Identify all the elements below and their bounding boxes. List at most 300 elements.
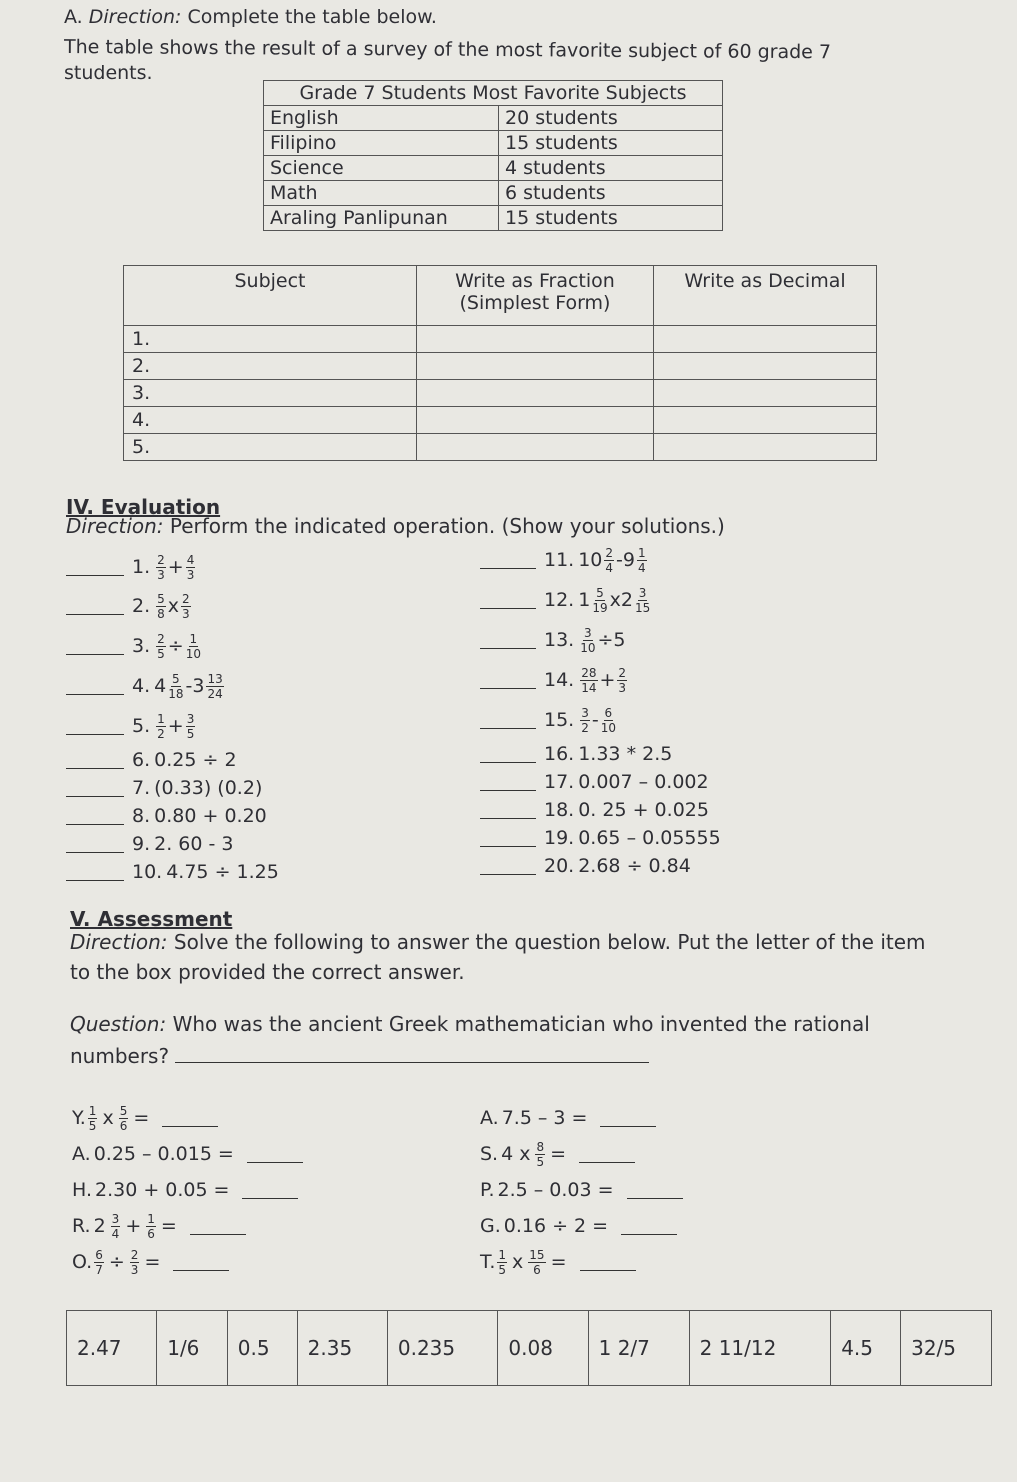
evaluation-item — [480, 580, 880, 620]
question-line2 — [70, 1044, 649, 1068]
expression-token: – — [142, 1143, 152, 1165]
item-number: 15. — [544, 709, 575, 731]
assessment-item — [72, 1208, 432, 1244]
decimal-cell[interactable] — [654, 353, 877, 380]
answer-blank[interactable] — [480, 592, 536, 609]
answer-blank[interactable] — [480, 632, 536, 649]
item-number: 16. — [544, 743, 575, 765]
item-number: 2. — [132, 595, 151, 617]
item-letter: Y. — [72, 1107, 86, 1129]
answer-box[interactable]: 32/5 — [901, 1311, 992, 1386]
answer-blank[interactable] — [190, 1218, 246, 1235]
answer-boxes — [66, 1310, 992, 1386]
answer-blank[interactable] — [627, 1182, 683, 1199]
numerator: 15 — [529, 1247, 545, 1262]
subject-cell: Araling Panlipunan — [264, 206, 499, 231]
evaluation-direction — [66, 514, 725, 538]
expression-token: 3 — [553, 1107, 566, 1129]
fraction — [604, 546, 614, 575]
fraction — [168, 672, 183, 701]
numerator: 3 — [186, 711, 195, 726]
assessment-item — [72, 1244, 432, 1280]
whole-number: 4 — [154, 675, 167, 697]
answer-blank[interactable] — [480, 552, 536, 569]
expression-token: = — [597, 1179, 614, 1201]
expression-token: = — [133, 1107, 150, 1129]
fraction — [94, 1248, 104, 1277]
assessment-item — [480, 1244, 840, 1280]
item-number: 19. — [544, 827, 575, 849]
answer-blank[interactable] — [480, 746, 536, 763]
intro-line-2: students. — [64, 62, 153, 84]
expression-token: = — [160, 1215, 177, 1237]
item-expression: 2. 60 - 3 — [154, 833, 234, 855]
fraction-cell[interactable] — [417, 407, 654, 434]
fraction — [528, 1248, 545, 1277]
assessment-right-column — [480, 1100, 840, 1280]
answer-blank[interactable] — [66, 808, 124, 825]
evaluation-item — [66, 774, 446, 802]
denominator: 5 — [88, 1118, 97, 1133]
item-expression: 0.80 + 0.20 — [154, 805, 267, 827]
question-line1 — [70, 1012, 870, 1036]
operator: ÷ — [597, 629, 614, 651]
item-number: 6. — [132, 749, 151, 771]
numerator: 6 — [604, 705, 613, 720]
header-fraction — [417, 266, 654, 326]
fraction-cell[interactable] — [417, 326, 654, 353]
answer-blank[interactable] — [66, 718, 124, 735]
fraction — [497, 1248, 507, 1277]
item-number: 17. — [544, 771, 575, 793]
item-expression: (0.33) (0.2) — [154, 777, 263, 799]
numerator: 4 — [186, 552, 195, 567]
denominator: 6 — [119, 1118, 128, 1133]
fraction — [592, 586, 607, 615]
fraction — [535, 1140, 545, 1169]
denominator: 8 — [157, 606, 165, 621]
direction-label: Direction: — [66, 514, 164, 538]
numerator: 5 — [172, 671, 180, 686]
intro-line-1: The table shows the result of a survey of the most favorite subject of 60 grade 7 — [63, 36, 832, 64]
answer-blank[interactable] — [66, 598, 124, 615]
denominator: 5 — [157, 646, 165, 661]
assessment-left-column — [72, 1100, 432, 1280]
decimal-cell[interactable] — [654, 380, 877, 407]
item-number: 3. — [132, 635, 151, 657]
fraction — [580, 666, 597, 695]
expression-token: = — [550, 1251, 567, 1273]
section-letter: A. — [64, 6, 83, 28]
item-letter: A. — [480, 1107, 499, 1129]
answer-blank[interactable] — [66, 678, 124, 695]
answer-blank[interactable] — [66, 836, 124, 853]
answer-blank[interactable] — [480, 712, 536, 729]
answer-blank[interactable] — [480, 858, 536, 875]
subject-cell: Filipino — [264, 131, 499, 156]
item-expression: 1.33 * 2.5 — [578, 743, 673, 765]
question-text-2: numbers? — [70, 1044, 170, 1068]
whole-number: 3 — [192, 675, 205, 697]
answer-blank[interactable] — [480, 830, 536, 847]
answer-box[interactable]: 2.35 — [297, 1311, 387, 1386]
table-row — [264, 206, 723, 231]
question-label: Question: — [70, 1012, 167, 1036]
answer-box[interactable]: 2.47 — [67, 1311, 157, 1386]
fraction — [88, 1104, 98, 1133]
item-letter: P. — [480, 1179, 495, 1201]
evaluation-item — [66, 586, 446, 626]
item-letter: O. — [72, 1251, 93, 1273]
answer-blank[interactable] — [480, 774, 536, 791]
fraction-cell[interactable] — [417, 353, 654, 380]
item-letter: A. — [72, 1143, 91, 1165]
item-number: 1. — [132, 556, 151, 578]
answer-blank[interactable] — [66, 780, 124, 797]
evaluation-item — [66, 666, 446, 706]
header-fraction-line1: Write as Fraction — [455, 270, 615, 292]
denominator: 3 — [130, 1262, 139, 1277]
evaluation-item — [66, 548, 446, 586]
count-cell: 20 students — [499, 106, 723, 131]
assessment-item — [72, 1136, 432, 1172]
denominator: 6 — [533, 1262, 541, 1277]
item-expression: 2.68 ÷ 0.84 — [578, 855, 691, 877]
item-number: 11. — [544, 549, 575, 571]
denominator: 4 — [111, 1226, 120, 1241]
table-row — [124, 326, 877, 353]
item-letter: T. — [480, 1251, 496, 1273]
expression-token: + — [125, 1215, 142, 1237]
numerator: 8 — [536, 1139, 545, 1154]
evaluation-item — [480, 700, 880, 740]
direction-text: Solve the following to answer the question below. Put the letter of the item — [173, 930, 926, 954]
item-number: 12. — [544, 589, 575, 611]
expression-token: 7.5 — [501, 1107, 532, 1129]
evaluation-item — [480, 852, 880, 880]
item-expression: 0.65 – 0.05555 — [578, 827, 721, 849]
fraction — [186, 712, 196, 741]
denominator: 5 — [536, 1154, 545, 1169]
expression-token: = — [571, 1107, 588, 1129]
expression-token: 2.30 — [95, 1179, 138, 1201]
count-cell: 15 students — [499, 206, 723, 231]
evaluation-item — [66, 626, 446, 666]
row-number: 5. — [124, 434, 417, 461]
header-decimal: Write as Decimal — [654, 266, 877, 326]
assessment-direction-line2: to the box provided the correct answer. — [70, 960, 465, 984]
header-fraction-line2: (Simplest Form) — [459, 292, 611, 314]
evaluation-left-column — [66, 548, 446, 886]
evaluation-item — [480, 796, 880, 824]
expression-token: ÷ — [552, 1215, 568, 1237]
item-expression: 0.25 ÷ 2 — [154, 749, 237, 771]
answer-blank[interactable] — [247, 1146, 303, 1163]
denominator: 10 — [185, 646, 201, 661]
item-number: 5. — [132, 715, 151, 737]
fraction — [156, 712, 166, 741]
header-subject: Subject — [124, 266, 417, 326]
numerator: 3 — [111, 1211, 120, 1226]
expression-token: = — [217, 1143, 234, 1165]
table-row — [124, 380, 877, 407]
fraction — [601, 706, 616, 735]
evaluation-item — [66, 802, 446, 830]
numerator: 5 — [157, 591, 165, 606]
denominator: 5 — [498, 1262, 507, 1277]
numerator: 3 — [638, 585, 647, 600]
fraction — [206, 672, 223, 701]
item-number: 4. — [132, 675, 151, 697]
count-cell: 15 students — [499, 131, 723, 156]
numerator: 2 — [182, 591, 190, 606]
expression-token: – — [533, 1179, 544, 1201]
denominator: 10 — [580, 640, 596, 655]
numerator: 1 — [638, 545, 646, 560]
expression-token: = — [550, 1143, 567, 1165]
answer-blank[interactable] — [242, 1182, 298, 1199]
row-number: 4. — [124, 407, 417, 434]
item-number: 18. — [544, 799, 575, 821]
expression-token: 2 — [93, 1215, 106, 1237]
survey-table — [263, 80, 723, 231]
fraction — [637, 546, 647, 575]
evaluation-item — [480, 740, 880, 768]
denominator: 4 — [605, 560, 614, 575]
assessment-item — [480, 1100, 840, 1136]
fraction-cell[interactable] — [417, 434, 654, 461]
answer-blank[interactable] — [66, 864, 124, 881]
fraction-cell[interactable] — [417, 380, 654, 407]
evaluation-item — [480, 620, 880, 660]
fraction — [617, 666, 627, 695]
decimal-cell[interactable] — [654, 407, 877, 434]
numerator: 2 — [605, 545, 614, 560]
fraction — [156, 592, 166, 621]
numerator: 1 — [147, 1211, 155, 1226]
denominator: 2 — [581, 720, 589, 735]
direction-text: Perform the indicated operation. (Show your solutions.) — [169, 514, 725, 538]
fraction — [119, 1104, 129, 1133]
denominator: 6 — [147, 1226, 155, 1241]
answer-box[interactable]: 2 11/12 — [689, 1311, 831, 1386]
table-row — [124, 407, 877, 434]
answer-box[interactable]: 4.5 — [831, 1311, 901, 1386]
answer-blank[interactable] — [580, 1254, 636, 1271]
item-number: 14. — [544, 669, 575, 691]
expression-token: = — [592, 1215, 609, 1237]
expression-token: 0.015 — [157, 1143, 212, 1165]
row-number: 1. — [124, 326, 417, 353]
direction-label: Direction: — [88, 6, 182, 28]
fraction — [186, 553, 196, 582]
row-number: 3. — [124, 380, 417, 407]
expression-token: 4 — [501, 1143, 514, 1165]
numerator: 2 — [618, 665, 627, 680]
numerator: 5 — [119, 1103, 128, 1118]
table-row — [264, 106, 723, 131]
numerator: 1 — [88, 1103, 97, 1118]
answer-box[interactable]: 0.235 — [387, 1311, 498, 1386]
fraction — [111, 1212, 121, 1241]
question-answer-line[interactable] — [175, 1046, 649, 1063]
item-number: 7. — [132, 777, 151, 799]
evaluation-right-column — [480, 540, 880, 880]
count-cell: 4 students — [499, 156, 723, 181]
assessment-item — [480, 1136, 840, 1172]
expression-token: – — [537, 1107, 548, 1129]
fraction — [580, 706, 590, 735]
numerator: 1 — [189, 631, 198, 646]
question-text: Who was the ancient Greek mathematician who invented the rational — [172, 1012, 870, 1036]
denominator: 2 — [157, 726, 165, 741]
denominator: 3 — [157, 567, 165, 582]
expression-token: 0.16 — [503, 1215, 547, 1237]
denominator: 14 — [581, 680, 597, 695]
table-row — [264, 181, 723, 206]
assessment-title: V. Assessment — [70, 907, 233, 931]
numerator: 6 — [95, 1247, 103, 1262]
denominator: 4 — [638, 560, 646, 575]
count-cell: 6 students — [499, 181, 723, 206]
whole-number: 1 — [578, 589, 591, 611]
numerator: 1 — [498, 1247, 507, 1262]
fraction — [181, 592, 191, 621]
answer-blank[interactable] — [66, 638, 124, 655]
expression-token: + — [143, 1179, 160, 1201]
evaluation-item — [66, 830, 446, 858]
item-number: 10. — [132, 861, 163, 883]
denominator: 3 — [618, 680, 627, 695]
answer-blank[interactable] — [480, 672, 536, 689]
evaluation-item — [480, 824, 880, 852]
direction-text: Complete the table below. — [187, 6, 437, 28]
assessment-direction-line1 — [70, 930, 926, 954]
expression-token: = — [144, 1251, 161, 1273]
whole-number: 2 — [620, 589, 633, 611]
expression-token: 0.05 — [165, 1179, 208, 1201]
fraction — [635, 586, 650, 615]
item-expression: 0. 25 + 0.025 — [578, 799, 709, 821]
denominator: 18 — [168, 686, 184, 701]
fraction — [130, 1248, 140, 1277]
subject-cell: Science — [264, 156, 499, 181]
answer-blank[interactable] — [173, 1254, 229, 1271]
whole-number: 9 — [622, 549, 635, 571]
item-number: 20. — [544, 855, 575, 877]
evaluation-item — [480, 768, 880, 796]
answer-blank[interactable] — [600, 1110, 656, 1127]
numerator: 13 — [207, 671, 223, 686]
fraction — [580, 626, 595, 655]
fraction — [146, 1212, 156, 1241]
denominator: 24 — [207, 686, 223, 701]
evaluation-item — [66, 746, 446, 774]
expression-token: x — [519, 1143, 531, 1165]
fraction — [156, 632, 166, 661]
answer-blank[interactable] — [579, 1146, 635, 1163]
table-row — [124, 353, 877, 380]
numerator: 5 — [596, 585, 604, 600]
expression-token: = — [213, 1179, 230, 1201]
survey-table-title: Grade 7 Students Most Favorite Subjects — [264, 81, 723, 106]
answer-table — [123, 265, 877, 461]
evaluation-item — [480, 660, 880, 700]
operator: - — [591, 709, 599, 731]
fraction — [186, 632, 201, 661]
numerator: 28 — [581, 665, 597, 680]
denominator: 5 — [186, 726, 195, 741]
operator: ÷ — [167, 635, 184, 657]
item-letter: S. — [480, 1143, 499, 1165]
answer-box[interactable]: 1 2/7 — [588, 1311, 689, 1386]
decimal-cell[interactable] — [654, 434, 877, 461]
numerator: 2 — [157, 552, 165, 567]
denominator: 15 — [634, 600, 651, 615]
numerator: 1 — [157, 711, 165, 726]
row-number: 2. — [124, 353, 417, 380]
item-number: 8. — [132, 805, 151, 827]
evaluation-title: IV. Evaluation — [66, 495, 221, 519]
decimal-cell[interactable] — [654, 326, 877, 353]
section-a-direction — [64, 6, 437, 28]
table-row — [264, 131, 723, 156]
assessment-item — [480, 1208, 840, 1244]
denominator: 3 — [186, 567, 195, 582]
operator: x — [609, 589, 621, 611]
expression-token: ÷ — [108, 1251, 125, 1273]
operator: - — [185, 675, 193, 697]
numerator: 2 — [157, 631, 165, 646]
numerator: 2 — [130, 1247, 139, 1262]
table-row — [264, 156, 723, 181]
operator: - — [616, 549, 623, 571]
item-number: 13. — [544, 629, 575, 651]
assessment-item — [72, 1100, 432, 1136]
denominator: 10 — [600, 720, 616, 735]
answer-blank[interactable] — [66, 559, 124, 576]
expression-token: 2 — [574, 1215, 587, 1237]
numerator: 3 — [584, 625, 592, 640]
expression-token: x — [102, 1107, 114, 1129]
answer-blank[interactable] — [162, 1110, 218, 1127]
item-expression: 0.007 – 0.002 — [578, 771, 709, 793]
operand: 5 — [613, 629, 626, 651]
answer-box[interactable]: 1/6 — [157, 1311, 228, 1386]
item-number: 9. — [132, 833, 151, 855]
assessment-item — [72, 1172, 432, 1208]
direction-label: Direction: — [70, 930, 168, 954]
answer-box[interactable]: 0.5 — [227, 1311, 297, 1386]
numerator: 3 — [581, 705, 589, 720]
denominator: 7 — [95, 1262, 103, 1277]
operator: x — [167, 595, 180, 617]
table-row — [124, 434, 877, 461]
item-letter: G. — [480, 1215, 501, 1237]
fraction — [156, 553, 166, 582]
denominator: 19 — [592, 600, 608, 615]
assessment-item — [480, 1172, 840, 1208]
operator: + — [599, 669, 616, 691]
answer-blank[interactable] — [480, 802, 536, 819]
denominator: 3 — [182, 606, 190, 621]
subject-cell: Math — [264, 181, 499, 206]
expression-token: x — [512, 1251, 524, 1273]
answer-box[interactable]: 0.08 — [498, 1311, 588, 1386]
answer-blank[interactable] — [621, 1218, 677, 1235]
item-letter: H. — [72, 1179, 92, 1201]
answer-blank[interactable] — [66, 752, 124, 769]
